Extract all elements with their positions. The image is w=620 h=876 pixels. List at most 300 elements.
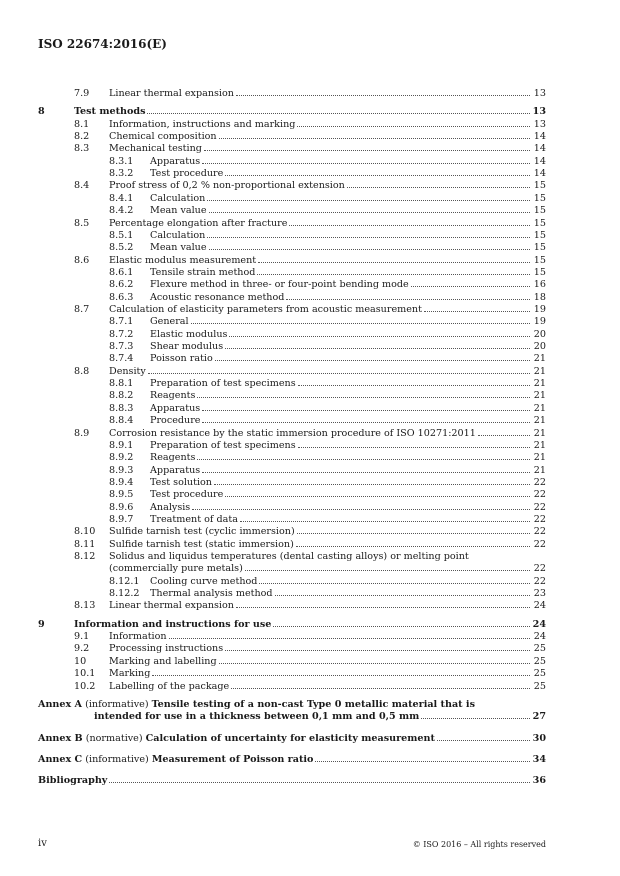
toc-leader-dots [297, 126, 530, 127]
toc-entry-number: 8.9 [74, 427, 90, 439]
toc-entry[interactable] [0, 88, 620, 100]
toc-leader-dots [219, 138, 530, 139]
toc-entry-number: 8.5.2 [109, 242, 134, 254]
annex-title-line1 [38, 699, 532, 711]
toc-leader-dots [258, 262, 530, 263]
toc-entry-number: 8.6.1 [109, 266, 134, 278]
toc-entry-title [109, 255, 532, 267]
annex-entry-continued [0, 711, 620, 723]
toc-entry-number: 8.9.5 [109, 489, 134, 501]
toc-entry-title-text: Apparatus [150, 464, 201, 476]
toc-entry-number: 9.1 [74, 631, 90, 643]
toc-entry-number: 8.11 [74, 538, 96, 550]
toc-entry-page: 21 [533, 439, 546, 451]
toc-entry[interactable] [0, 193, 620, 205]
toc-entry-page: 22 [533, 575, 546, 587]
toc-entry-title [109, 143, 532, 155]
toc-entry-title-text: Mean value [150, 205, 207, 217]
toc-entry-title [109, 304, 532, 316]
toc-entry-title [150, 415, 532, 427]
toc-entry-page: 22 [533, 513, 546, 525]
toc-entry-title-text: Test methods [74, 106, 146, 118]
toc-entry[interactable] [0, 304, 620, 316]
toc-entry-number: 8.7.3 [109, 341, 134, 352]
toc-entry[interactable] [0, 143, 620, 155]
toc-entry-page: 22 [533, 526, 546, 538]
toc-entry-title [150, 378, 532, 390]
toc-entry-title [150, 242, 532, 254]
toc-leader-dots [315, 761, 530, 762]
toc-leader-dots [289, 225, 530, 226]
toc-entry-page: 25 [533, 655, 546, 667]
toc-entry-number: 9.2 [74, 643, 90, 655]
toc-entry-number: 8.1 [74, 118, 90, 130]
toc-entry-title-text: Procedure [150, 415, 201, 427]
toc-entry-page: 21 [533, 390, 546, 402]
bibliography-title-text: Bibliography [38, 775, 108, 787]
toc-entry-page: 19 [533, 303, 546, 315]
toc-entry-title [109, 656, 532, 668]
toc-entry-number: 8.9.6 [109, 501, 134, 513]
bibliography-title [38, 775, 532, 787]
toc-leader-dots [225, 348, 530, 349]
toc-leader-dots [298, 385, 530, 386]
toc-entry-page: 22 [533, 563, 546, 575]
toc-leader-dots [236, 607, 530, 608]
toc-entry-number: 8.5.1 [109, 229, 134, 241]
toc-entry[interactable] [0, 452, 620, 464]
toc-entry-title [109, 643, 532, 655]
toc-entry-title-text: Density [109, 365, 146, 377]
toc-entry-title-text: Test procedure [150, 489, 224, 501]
toc-entry[interactable] [0, 341, 620, 353]
toc-entry[interactable] [0, 205, 620, 217]
toc-entry-page: 13 [533, 118, 546, 130]
annex-title-line2 [94, 711, 532, 723]
toc-entry[interactable] [0, 390, 620, 402]
toc-entry-number: 8.7.1 [109, 316, 134, 328]
toc-entry[interactable] [0, 668, 620, 680]
toc-entry-title [150, 502, 532, 514]
toc-entry[interactable] [0, 514, 620, 526]
toc-entry-number: 8.9.1 [109, 439, 134, 451]
toc-entry[interactable] [0, 230, 620, 242]
toc-entry-title [109, 681, 532, 693]
toc-leader-dots [275, 595, 530, 596]
toc-entry[interactable] [0, 440, 620, 452]
toc-entry[interactable] [0, 489, 620, 501]
toc-entry-page: 25 [533, 680, 546, 692]
toc-leader-dots [207, 200, 530, 201]
toc-entry[interactable] [0, 353, 620, 365]
toc-entry-number: 8.9.3 [109, 464, 134, 476]
toc-entry-title-text: Apparatus [150, 155, 201, 167]
toc-leader-dots [245, 570, 530, 571]
document-id-header: ISO 22674:2016(E) [38, 37, 167, 51]
toc-entry-title-text: Corrosion resistance by the static immersion procedure of ISO 10271:2011 [109, 427, 476, 439]
toc-entry-title-text: Flexure method in three- or four-point bending mode [150, 279, 409, 291]
toc-entry-title-text: Mean value [150, 242, 207, 254]
toc-entry-title-text: Shear modulus [150, 341, 224, 352]
toc-entry-title-text: Sulfide tarnish test (cyclic immersion) [109, 526, 295, 538]
toc-entry-title-text: Apparatus [150, 402, 201, 414]
toc-entry[interactable] [0, 255, 620, 267]
toc-leader-dots [478, 435, 530, 436]
toc-entry[interactable] [0, 106, 620, 118]
toc-entry-page: 15 [533, 205, 546, 217]
toc-leader-dots [219, 663, 530, 664]
toc-entry[interactable] [0, 366, 620, 378]
toc-entry-title [109, 526, 532, 538]
toc-entry-title [109, 600, 532, 612]
toc-entry[interactable] [0, 681, 620, 693]
toc-entry-title [150, 403, 532, 415]
toc-entry[interactable] [0, 619, 620, 631]
toc-entry[interactable] [0, 465, 620, 477]
toc-entry-title-text: Linear thermal expansion [109, 600, 234, 612]
toc-leader-dots [229, 336, 530, 337]
toc-leader-dots [209, 212, 530, 213]
toc-entry-number: 10.2 [74, 680, 96, 692]
toc-entry[interactable] [0, 242, 620, 254]
toc-entry-title [109, 131, 532, 143]
toc-entry-number: 8.6.3 [109, 291, 134, 303]
toc-entry-page: 24 [533, 600, 546, 612]
toc-entry-page: 14 [533, 168, 546, 180]
toc-entry-page: 21 [533, 415, 546, 427]
toc-entry-title-text: Information and instructions for use [74, 618, 272, 630]
toc-entry-title-text: Marking [109, 668, 151, 680]
toc-entry[interactable] [0, 576, 620, 588]
toc-entry[interactable] [0, 477, 620, 489]
bibliography-entry[interactable] [0, 775, 620, 787]
toc-entry-number: 8.2 [74, 131, 90, 142]
toc-entry[interactable] [0, 656, 620, 668]
toc-leader-dots [207, 237, 530, 238]
toc-leader-dots [148, 373, 530, 374]
toc-entry-title [150, 230, 532, 242]
toc-entry-title [150, 353, 532, 365]
toc-entry[interactable] [0, 403, 620, 415]
toc-entry-title-text: Calculation of elasticity parameters from acoustic measurement [109, 303, 422, 315]
toc-entry-title [150, 341, 532, 353]
toc-leader-dots [191, 323, 530, 324]
toc-entry-page: 13 [533, 88, 546, 99]
toc-entry[interactable] [0, 156, 620, 168]
toc-entry-title [109, 218, 532, 230]
toc-entry[interactable] [0, 600, 620, 612]
toc-entry-title [74, 619, 532, 631]
toc-entry-number: 8.10 [74, 526, 96, 538]
annex-prefix: Annex C [38, 753, 83, 765]
toc-entry-title [109, 539, 532, 551]
toc-entry-number: 8.8.1 [109, 378, 134, 390]
toc-entry-title [109, 631, 532, 643]
toc-entry-title-text: Poisson ratio [150, 353, 213, 365]
toc-entry[interactable] [0, 631, 620, 643]
toc-leader-dots [259, 583, 530, 584]
annex-title-text: Calculation of uncertainty for elasticity measurement [145, 732, 435, 744]
toc-entry-title-text: Analysis [150, 501, 191, 513]
toc-leader-dots [109, 782, 530, 783]
page-number: iv [38, 838, 47, 849]
toc-entry-title [109, 668, 532, 680]
toc-leader-dots [225, 650, 530, 651]
toc-entry-page: 22 [533, 489, 546, 501]
toc-leader-dots [298, 447, 530, 448]
toc-entry-page: 21 [533, 464, 546, 476]
toc-entry[interactable] [0, 119, 620, 131]
toc-entry-page: 21 [533, 353, 546, 365]
toc-entry-number: 8.7.4 [109, 353, 134, 365]
toc-entry-page: 23 [533, 588, 546, 599]
toc-entry-title-text: Reagents [150, 390, 196, 402]
toc-entry-number: 8.6.2 [109, 279, 134, 291]
toc-entry-title-text: Chemical composition [109, 131, 217, 142]
toc-leader-dots [421, 718, 530, 719]
annex-kind: (informative) [85, 753, 149, 765]
toc-entry-number: 8.12.1 [109, 575, 140, 587]
toc-entry-page: 22 [533, 501, 546, 513]
toc-entry[interactable] [0, 279, 620, 291]
toc-entry-title-text: Tensile strain method [150, 266, 256, 278]
toc-leader-dots [202, 472, 530, 473]
toc-leader-dots [152, 675, 530, 676]
toc-leader-dots [197, 459, 530, 460]
toc-entry-title-text: Solidus and liquidus temperatures (dental casting alloys) or melting point [109, 551, 469, 562]
toc-entry-title-text: Marking and labelling [109, 655, 217, 667]
toc-entry-number: 8.3.2 [109, 168, 134, 180]
toc-entry-title-text: Cooling curve method [150, 575, 258, 587]
toc-leader-dots [347, 187, 530, 188]
toc-entry-number: 8.4.2 [109, 205, 134, 217]
toc-entry-title [150, 205, 532, 217]
toc-leader-dots [147, 113, 530, 114]
toc-entry-page: 15 [533, 266, 546, 278]
annex-page: 30 [532, 732, 546, 744]
toc-entry[interactable] [0, 316, 620, 328]
annex-prefix: Annex B [38, 732, 83, 744]
toc-entry-title-text: Acoustic resonance method [150, 291, 285, 303]
toc-entry[interactable] [0, 563, 620, 575]
toc-entry-title [109, 551, 532, 563]
toc-entry-title-text: Treatment of data [150, 513, 238, 525]
toc-leader-dots [296, 546, 530, 547]
toc-leader-dots [202, 410, 530, 411]
toc-entry-title [109, 119, 532, 131]
toc-entry-page: 19 [533, 316, 546, 328]
toc-leader-dots [202, 422, 530, 423]
toc-leader-dots [202, 163, 530, 164]
toc-leader-dots [273, 626, 530, 627]
toc-leader-dots [411, 286, 530, 287]
toc-entry-page: 21 [533, 402, 546, 414]
annex-kind: (informative) [85, 698, 149, 710]
toc-entry-number: 8.12 [74, 551, 96, 562]
toc-entry[interactable] [0, 218, 620, 230]
toc-entry-title [109, 366, 532, 378]
annex-title-text: Measurement of Poisson ratio [151, 753, 314, 765]
toc-entry-title-text: Preparation of test specimens [150, 378, 296, 390]
toc-entry-number: 8.8.3 [109, 402, 134, 414]
toc-entry-number: 9 [38, 618, 45, 630]
toc-entry-page: 15 [533, 217, 546, 229]
toc-entry-title [150, 329, 532, 341]
toc-leader-dots [240, 521, 530, 522]
toc-entry-number: 8.9.2 [109, 452, 134, 464]
toc-entry-title [150, 267, 532, 279]
annex-page: 34 [532, 753, 546, 765]
toc-entry-title [109, 88, 532, 100]
toc-leader-dots [286, 299, 530, 300]
toc-entry-title [150, 193, 532, 205]
toc-entry-page: 15 [533, 192, 546, 204]
toc-entry-page: 16 [533, 279, 546, 291]
annex-entry[interactable] [0, 754, 620, 766]
toc-leader-dots [169, 638, 530, 639]
toc-entry-number: 8.7.2 [109, 328, 134, 340]
toc-leader-dots [209, 249, 530, 250]
toc-entry-page: 21 [533, 365, 546, 377]
toc-entry-title [150, 168, 532, 180]
toc-entry-title-text: Preparation of test specimens [150, 439, 296, 451]
toc-entry-title [74, 106, 532, 118]
annex-entry[interactable] [0, 733, 620, 745]
toc-entry[interactable] [0, 526, 620, 538]
toc-entry-title-text: Labelling of the package [109, 680, 230, 692]
toc-entry[interactable] [0, 267, 620, 279]
toc-entry-page: 25 [533, 668, 546, 680]
toc-leader-dots [197, 397, 530, 398]
toc-entry-title-text: Test solution [150, 476, 212, 488]
toc-entry-title-text: Percentage elongation after fracture [109, 217, 288, 229]
toc-entry-number: 8.13 [74, 600, 96, 612]
toc-entry-number: 8.6 [74, 254, 90, 266]
toc-leader-dots [236, 95, 530, 96]
toc-entry-page: 15 [533, 242, 546, 254]
toc-entry-page: 25 [533, 643, 546, 655]
toc-entry-page: 15 [533, 180, 546, 192]
annex-title-text: Tensile testing of a non-cast Type 0 metallic material that is [151, 698, 475, 710]
annex-entry[interactable] [0, 699, 620, 711]
toc-leader-dots [231, 688, 530, 689]
toc-entry-page: 14 [533, 143, 546, 155]
toc-entry[interactable] [0, 428, 620, 440]
toc-entry[interactable] [0, 415, 620, 427]
toc-entry[interactable] [0, 539, 620, 551]
toc-leader-dots [297, 533, 530, 534]
toc-entry-title-text: Elastic modulus [150, 328, 228, 340]
toc-entry[interactable] [0, 378, 620, 390]
toc-entry-page: 24 [532, 618, 546, 630]
toc-entry-page: 22 [533, 538, 546, 550]
toc-entry-number: 8.9.7 [109, 513, 134, 525]
toc-entry[interactable] [0, 551, 620, 563]
toc-entry-title [150, 588, 532, 600]
toc-entry-page: 20 [533, 328, 546, 340]
toc-entry-page: 14 [533, 131, 546, 142]
toc-entry-title [150, 576, 532, 588]
toc-entry[interactable] [0, 329, 620, 341]
toc-entry-title [109, 180, 532, 192]
toc-entry-title-text: Linear thermal expansion [109, 88, 234, 99]
toc-entry-number: 8.4 [74, 180, 90, 192]
bibliography-page: 36 [532, 775, 546, 787]
annex-title-text: intended for use in a thickness between 0,1 mm and 0,5 mm [94, 711, 420, 723]
toc-entry-page: 21 [533, 427, 546, 439]
toc-entry-title-text: Sulfide tarnish test (static immersion) [109, 538, 294, 550]
toc-entry-title [150, 514, 532, 526]
toc-entry-number: 8.5 [74, 217, 90, 229]
toc-entry[interactable] [0, 588, 620, 600]
toc-entry-number: 8.3.1 [109, 155, 134, 167]
toc-leader-dots [437, 740, 530, 741]
toc-entry-title [150, 316, 532, 328]
toc-entry-page: 21 [533, 378, 546, 390]
toc-entry-title [150, 279, 532, 291]
toc-entry-page: 15 [533, 229, 546, 241]
toc-leader-dots [215, 360, 530, 361]
toc-entry-page: 22 [533, 476, 546, 488]
toc-entry-title-text: Reagents [150, 452, 196, 464]
toc-entry-number: 8.8 [74, 365, 90, 377]
toc-entry-title [150, 390, 532, 402]
toc-entry[interactable] [0, 643, 620, 655]
toc-entry-number: 8.4.1 [109, 192, 134, 204]
toc-entry-title-text: Calculation [150, 192, 206, 204]
toc-entry-title-text: General [150, 316, 189, 328]
toc-entry-number: 8.3 [74, 143, 90, 155]
toc-entry-title [150, 452, 532, 464]
toc-entry-title [150, 292, 532, 304]
toc-entry-title-text: Test procedure [150, 168, 224, 180]
toc-entry-page: 20 [533, 341, 546, 352]
toc-leader-dots [225, 175, 530, 176]
toc-entry-title-text: (commercially pure metals) [109, 563, 243, 575]
toc-leader-dots [214, 484, 530, 485]
toc-entry-number: 8.8.2 [109, 390, 134, 402]
toc-entry[interactable] [0, 168, 620, 180]
toc-entry-number: 8.8.4 [109, 415, 134, 427]
toc-leader-dots [225, 496, 530, 497]
annex-prefix: Annex A [38, 698, 83, 710]
toc-entry-page: 14 [533, 155, 546, 167]
toc-entry[interactable] [0, 292, 620, 304]
annex-page: 27 [532, 711, 546, 723]
toc-entry-page: 18 [533, 291, 546, 303]
toc-entry-number: 10.1 [74, 668, 96, 680]
toc-entry-title [150, 440, 532, 452]
toc-entry-title-text: Calculation [150, 229, 206, 241]
toc-leader-dots [257, 274, 530, 275]
toc-entry-number: 8.12.2 [109, 588, 140, 599]
toc-entry-title-text: Information [109, 631, 167, 643]
toc-entry-number: 10 [74, 655, 87, 667]
toc-entry-title [109, 428, 532, 440]
toc-entry-page: 15 [533, 254, 546, 266]
toc-leader-dots [192, 509, 530, 510]
toc-entry-title [150, 489, 532, 501]
toc-entry[interactable] [0, 131, 620, 143]
copyright-notice: © ISO 2016 – All rights reserved [412, 840, 546, 849]
toc-entry-title [150, 477, 532, 489]
toc-entry-page: 21 [533, 452, 546, 464]
toc-entry-title-text: Mechanical testing [109, 143, 202, 155]
toc-entry[interactable] [0, 502, 620, 514]
toc-entry-number: 8.9.4 [109, 476, 134, 488]
toc-entry[interactable] [0, 180, 620, 192]
toc-entry-title-text: Proof stress of 0,2 % non-proportional extension [109, 180, 345, 192]
